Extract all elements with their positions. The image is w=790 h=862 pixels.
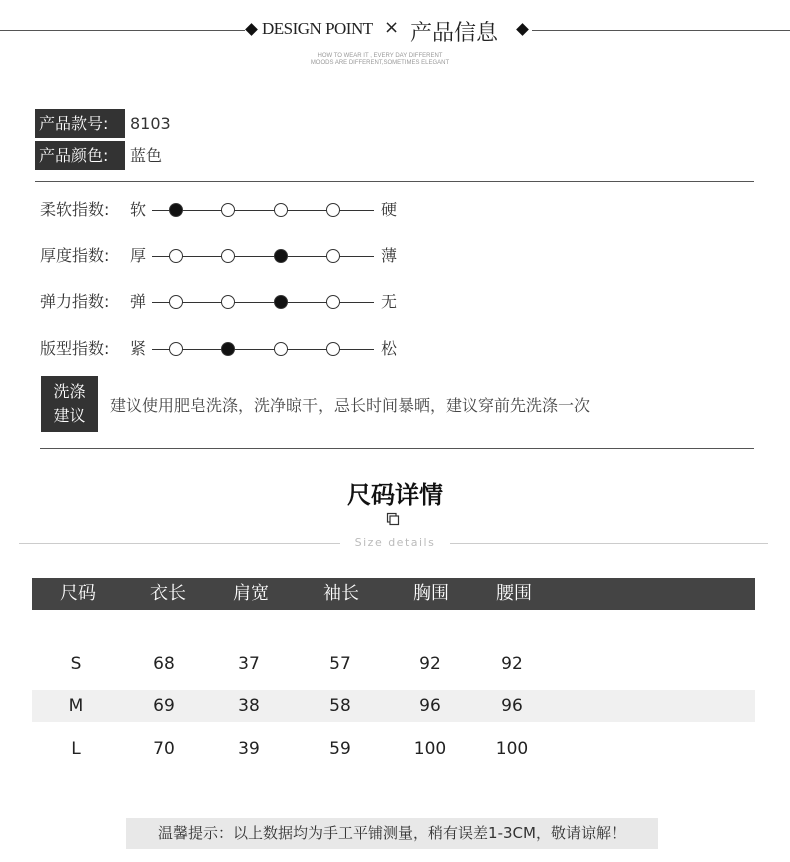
table-cell: 39 [238,739,260,759]
index-track [152,302,374,303]
index-right-label: 无 [381,292,398,311]
table-cell: M [68,696,84,716]
table-cell: 100 [413,739,447,759]
index-dot [326,203,340,217]
diamond-icon [245,23,258,36]
table-cell: 57 [329,654,351,674]
index-label: 厚度指数: [40,246,110,265]
wash-label-line1: 洗涤 [53,382,86,401]
table-cell: L [71,739,81,759]
header-line-right [532,30,790,31]
size-line-left [19,543,344,544]
index-label: 柔软指数: [40,200,110,219]
index-dot [326,249,340,263]
table-cell: 38 [238,696,260,716]
copy-icon [386,512,400,526]
table-cell: 69 [153,696,175,716]
header-subtitle-line1: HOW TO WEAR IT , EVERY DAY DIFFERENT [317,53,443,59]
index-dot [274,342,288,356]
size-header-cell: 胸围 [413,583,449,604]
size-header-cell: 肩宽 [233,583,269,604]
table-cell: 96 [419,696,441,716]
product-code-value: 8103 [130,114,171,133]
table-cell: 37 [238,654,260,674]
table-cell: 70 [153,739,175,759]
size-table-header [32,578,755,610]
diamond-icon [516,23,529,36]
table-cell: S [70,654,82,674]
index-right-label: 硬 [381,200,398,219]
table-cell: 58 [329,696,351,716]
index-right-label: 薄 [381,246,398,265]
size-subtitle: Size details [340,536,450,549]
index-dot-selected [169,203,183,217]
table-cell: 68 [153,654,175,674]
divider [40,448,754,449]
index-track [152,349,374,350]
index-right-label: 松 [381,339,398,358]
index-dot [169,249,183,263]
wash-label-box [41,376,98,432]
index-left-label: 弹 [130,292,147,311]
index-label: 版型指数: [40,339,110,358]
table-cell: 92 [501,654,523,674]
index-dot [169,342,183,356]
wash-label-line2: 建议 [53,406,86,425]
index-dot [274,203,288,217]
index-dot [221,249,235,263]
index-dot [326,342,340,356]
size-header-cell: 衣长 [150,583,186,604]
product-code-label: 产品款号: [35,109,125,138]
header-title-cn: 产品信息 [410,21,499,46]
product-color-label: 产品颜色: [35,141,125,170]
index-track [152,210,374,211]
index-dot [221,295,235,309]
index-dot-selected [221,342,235,356]
header-subtitle-line2: MOODS ARE DIFFERENT,SOMETIMES ELEGANT [310,60,450,66]
header-separator: × [384,17,400,38]
index-dot-selected [274,249,288,263]
wash-instructions: 建议使用肥皂洗涤，洗净晾干，忌长时间暴晒，建议穿前先洗涤一次 [110,396,591,415]
size-header-cell: 尺码 [60,583,96,604]
size-line-right [443,543,768,544]
index-track [152,256,374,257]
size-header-cell: 袖长 [323,583,359,604]
header-line-left [0,30,245,31]
table-cell: 96 [501,696,523,716]
size-title: 尺码详情 [347,481,443,509]
product-color-value: 蓝色 [130,146,163,165]
index-left-label: 软 [130,200,147,219]
index-left-label: 紧 [130,339,147,358]
index-label: 弹力指数: [40,292,110,311]
size-header-cell: 腰围 [496,583,532,604]
header-title-en: DESIGN POINT [262,19,373,38]
index-dot-selected [274,295,288,309]
index-dot [326,295,340,309]
measurement-note: 温馨提示：以上数据均为手工平铺测量，稍有误差1-3CM，敬请谅解！ [126,818,658,849]
divider [35,181,754,182]
table-cell: 59 [329,739,351,759]
index-dot [221,203,235,217]
index-left-label: 厚 [130,246,147,265]
table-cell: 100 [495,739,529,759]
index-dot [169,295,183,309]
table-cell: 92 [419,654,441,674]
